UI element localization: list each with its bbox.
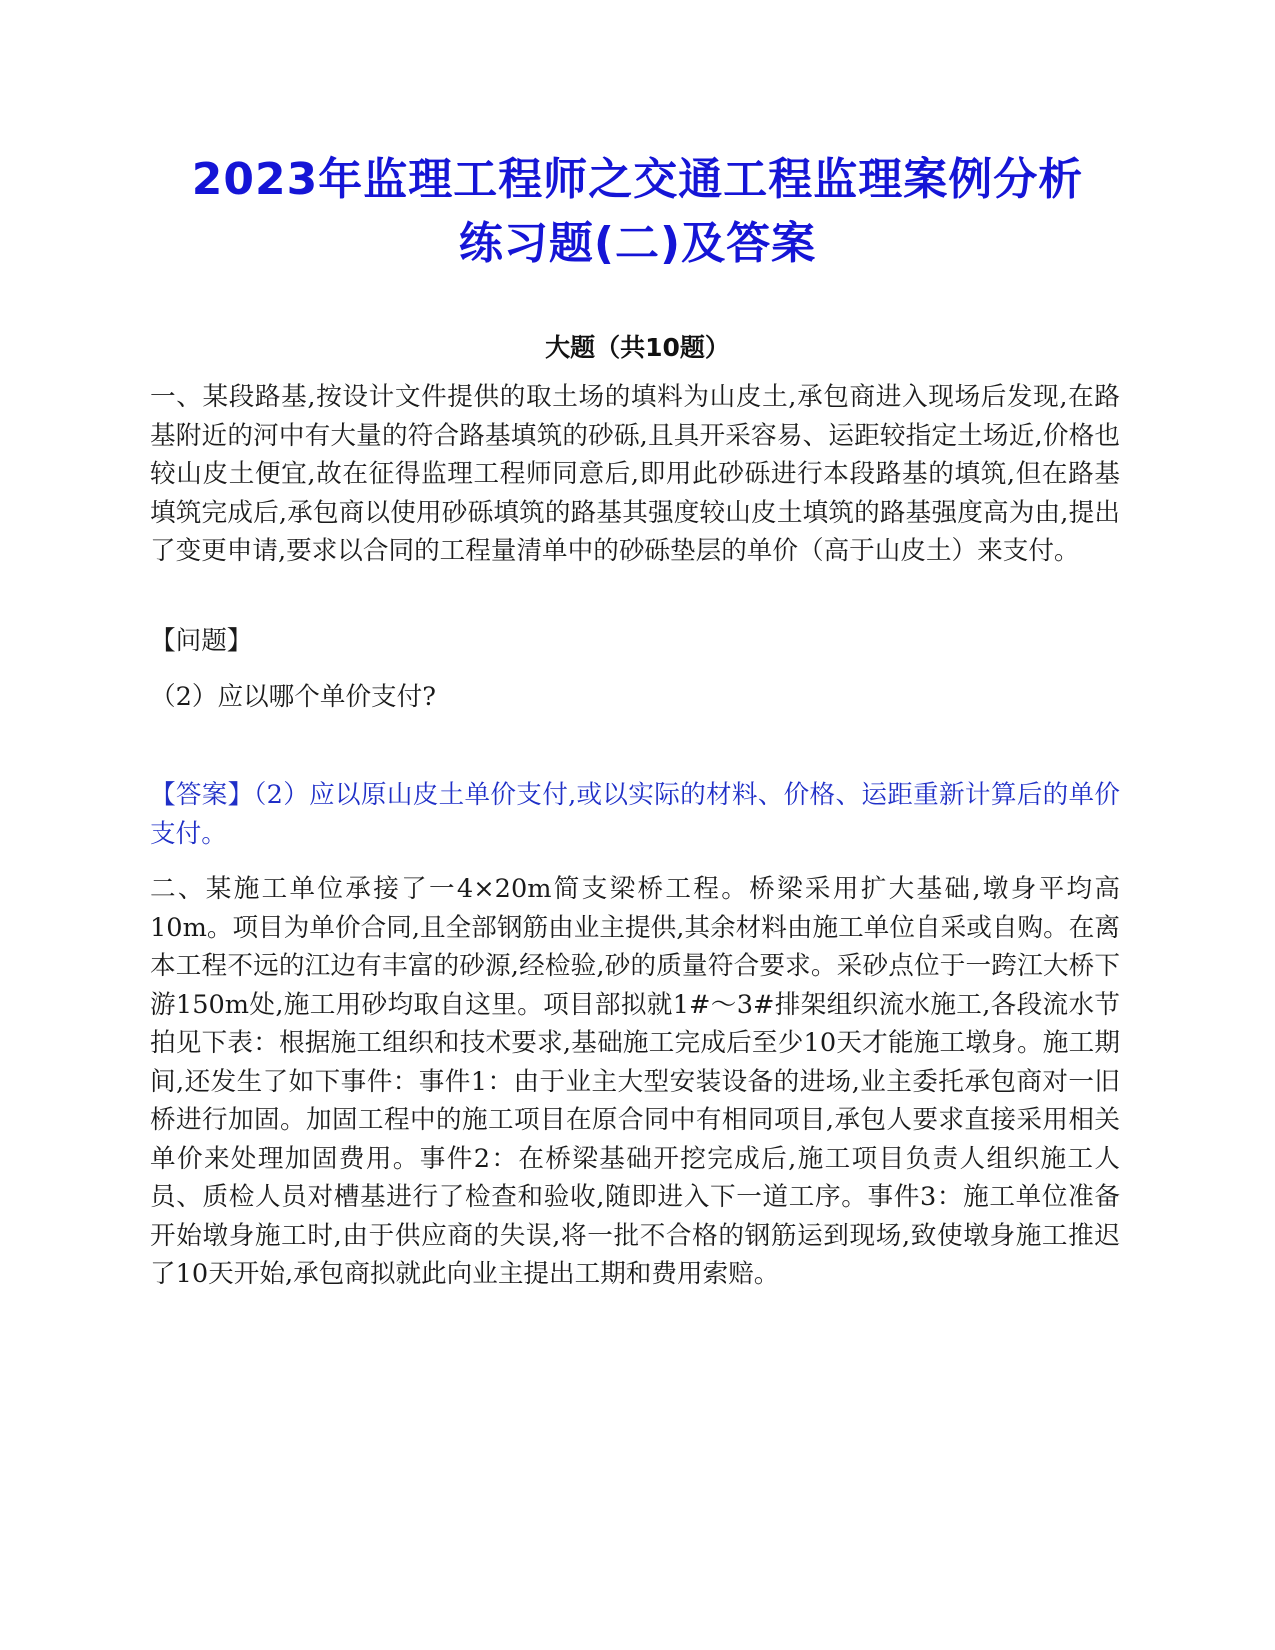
- section-heading: 大题（共10题）: [545, 333, 730, 362]
- question-1-body: 一、某段路基,按设计文件提供的取土场的填料为山皮土,承包商进入现场后发现,在路基附近的河中有大量的符合路基填筑的砂砾,且具开采容易、运距较指定土场近,价格也较山皮土便宜,故在征得监理工程师同意后,即用此砂砾进行本段路基的填筑,但在路基填筑完成后,承包商以使用砂砾填筑的路基其强度较山皮土填筑的路基强度高为由,提出了变更申请,要求以合同的工程量清单中的砂砾垫层的单价（高于山皮土）来支付。: [150, 382, 1120, 566]
- answer-text: （2）应以原山皮土单价支付,或以实际的材料、价格、运距重新计算后的单价支付。: [150, 780, 1120, 849]
- answer-tag: 【答案】: [150, 780, 254, 810]
- document-title-line-1: 2023年监理工程师之交通工程监理案例分析: [191, 154, 1084, 205]
- document-title-line-2: 练习题(二)及答案: [458, 218, 817, 269]
- question-label: 【问题】: [150, 626, 253, 656]
- document-title: [100, 148, 1175, 276]
- answer-paragraph: [150, 776, 1120, 853]
- question-2-body: 二、某施工单位承接了一4×20m简支梁桥工程。桥梁采用扩大基础,墩身平均高10m。项目为单价合同,且全部钢筋由业主提供,其余材料由施工单位自采或自购。在离本工程不远的江边有丰富的砂源,经检验,砂的质量符合要求。采砂点位于一跨江大桥下游150m处,施工用砂均取自这里。项目部拟就1#～3#排架组织流水施工,各段流水节拍见下表：根据施工组织和技术要求,基础施工完成后至少10天才能施工墩身。施工期间,还发生了如下事件：事件1：由于业主大型安装设备的进场,业主委托承包商对一旧桥进行加固。加固工程中的施工项目在原合同中有相同项目,承包人要求直接采用相关单价来处理加固费用。事件2：在桥梁基础开挖完成后,施工项目负责人组织施工人员、质检人员对槽基进行了检查和验收,随即进入下一道工序。事件3：施工单位准备开始墩身施工时,由于供应商的失误,将一批不合格的钢筋运到现场,致使墩身施工推迟了10天开始,承包商拟就此向业主提出工期和费用索赔。: [150, 874, 1120, 1289]
- sub-question: （2）应以哪个单价支付?: [150, 682, 436, 712]
